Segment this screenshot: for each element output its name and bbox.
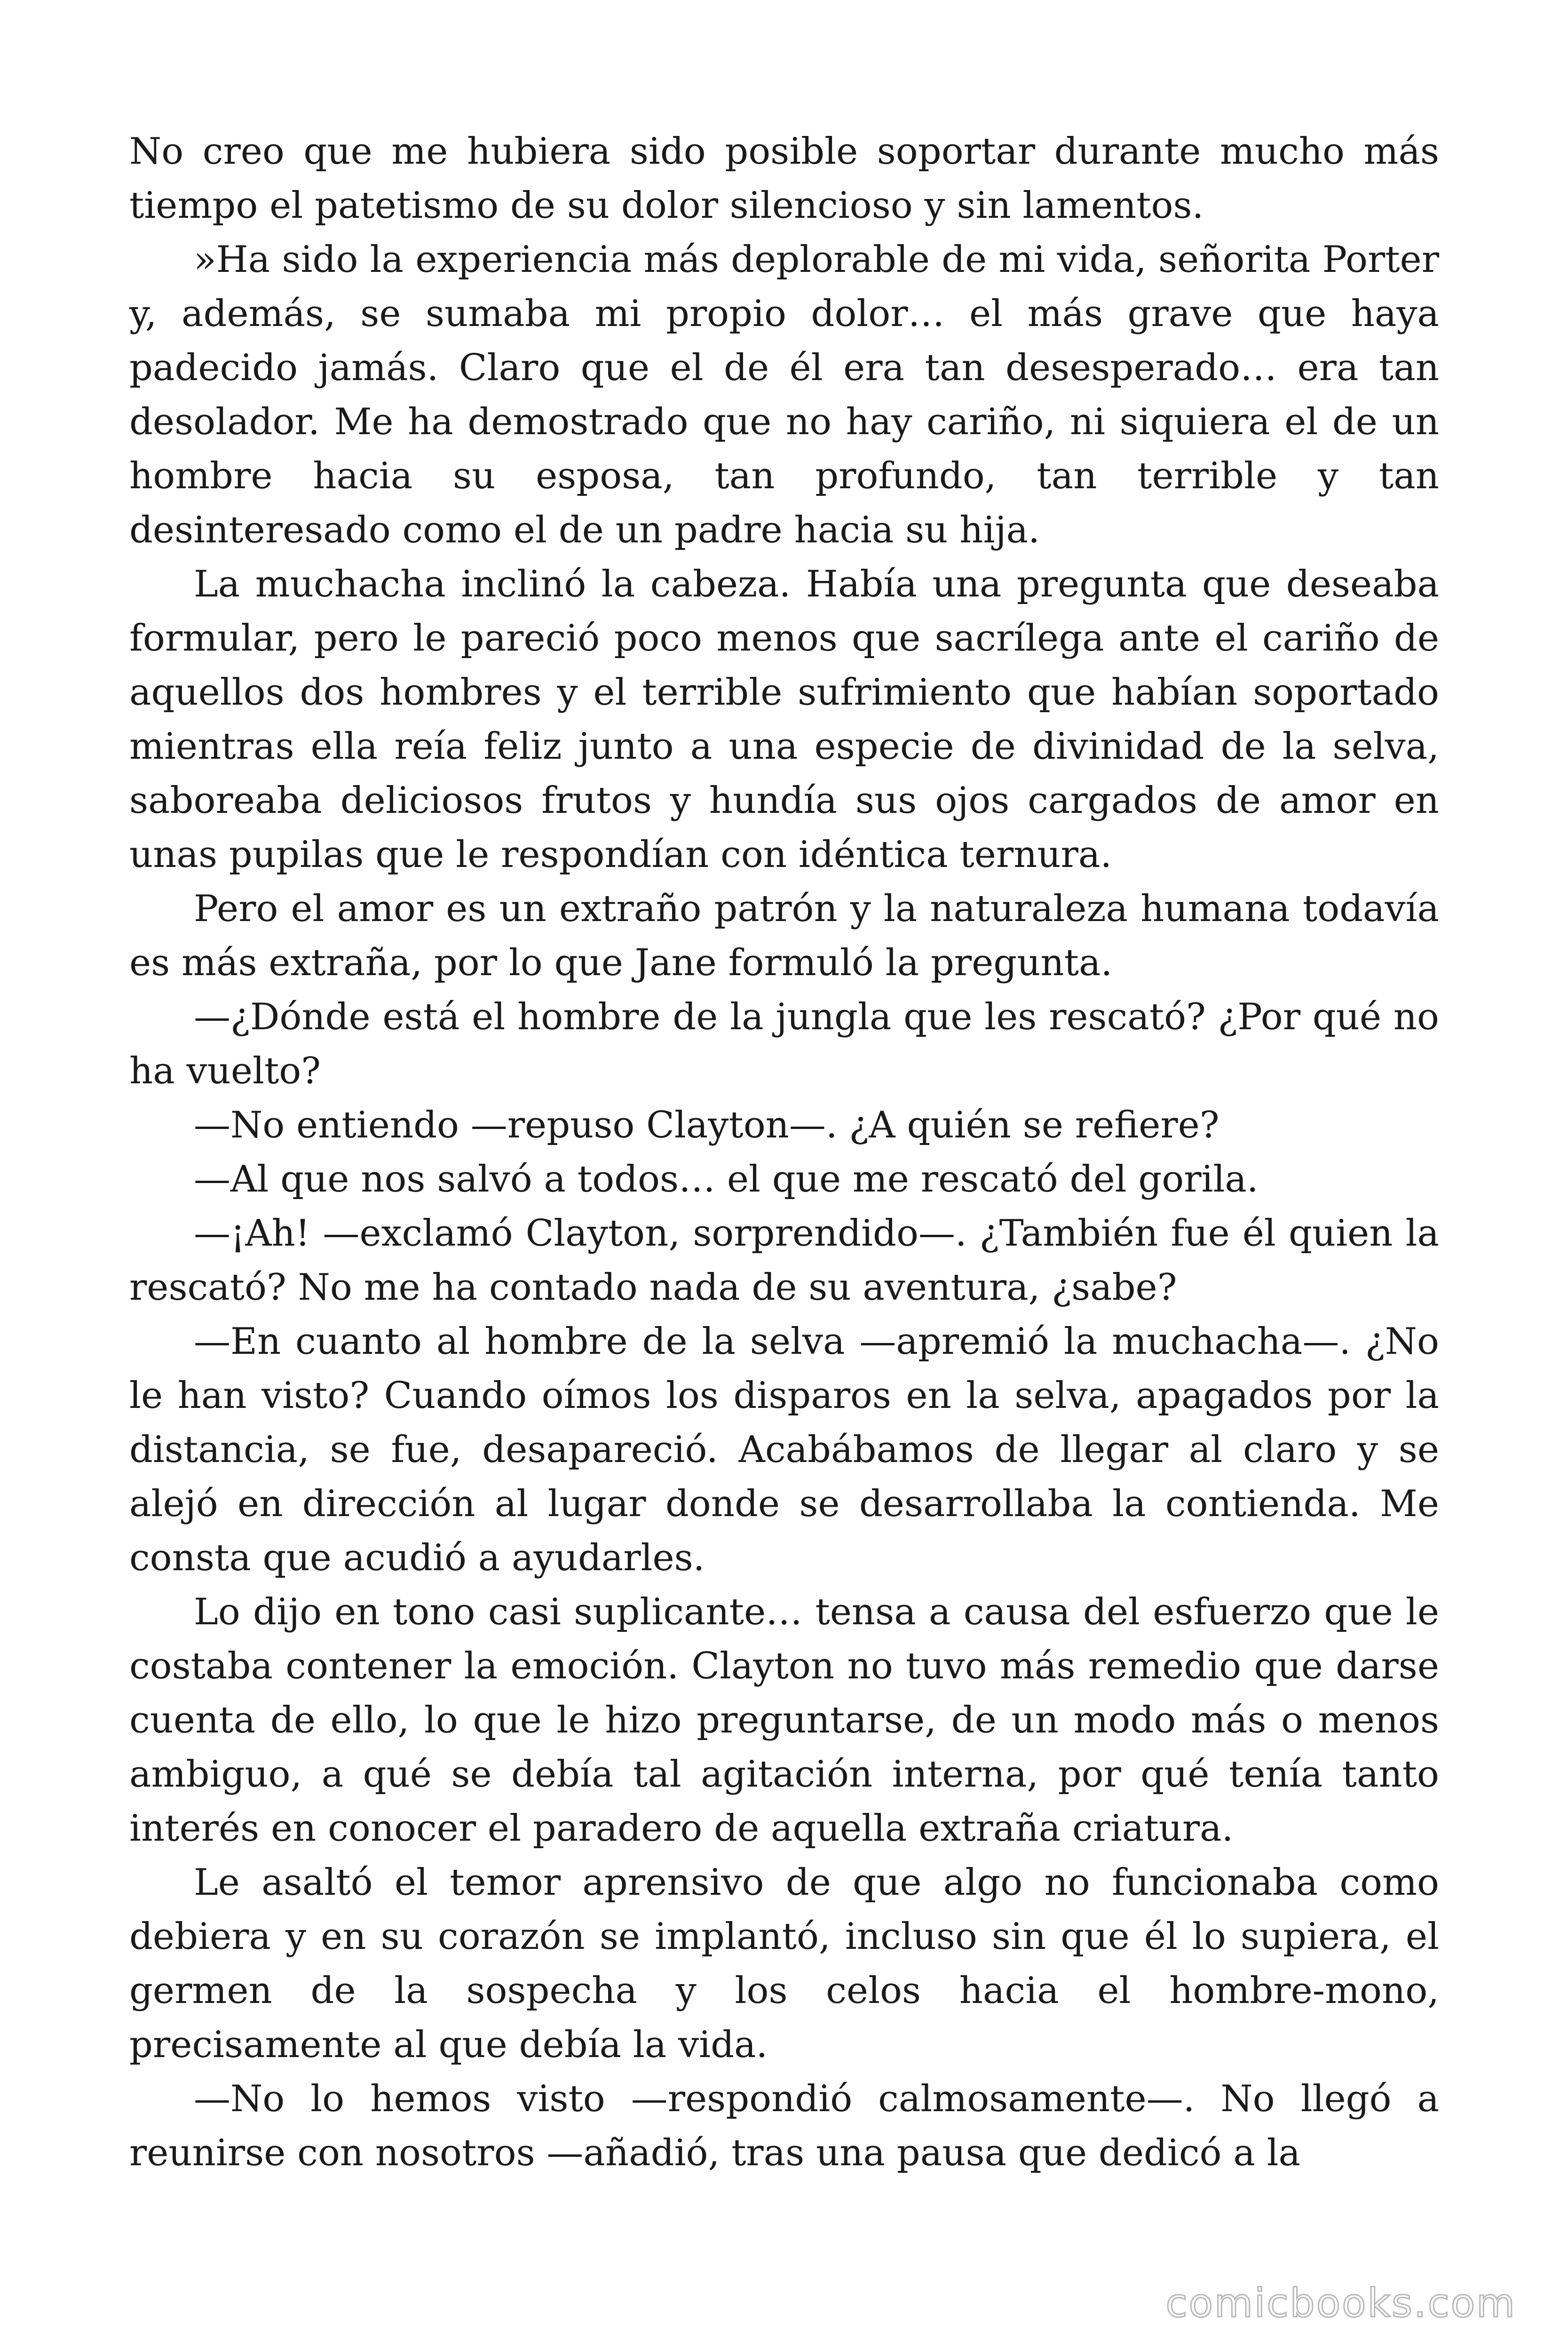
paragraph: —No lo hemos visto —respondió calmosamente—. No llegó a reunirse con nosotros —añadió, tras una pausa que dedicó a la <box>129 2078 1439 2174</box>
page-body <box>129 125 1439 2180</box>
paragraph: —En cuanto al hombre de la selva —apremió la muchacha—. ¿No le han visto? Cuando oímos los disparos en la selva, apagados por la distancia, se fue, desapareció. Acabábamos de llegar al claro y se alejó en dirección al lugar donde se desarrollaba la contienda. Me consta que acudió a ayudarles. <box>129 1320 1439 1579</box>
paragraph: No creo que me hubiera sido posible soportar durante mucho más tiempo el patetismo de su dolor silencioso y sin lamentos. <box>129 130 1439 227</box>
paragraph: —¡Ah! —exclamó Clayton, sorprendido—. ¿También fue él quien la rescató? No me ha contado nada de su aventura, ¿sabe? <box>129 1212 1439 1309</box>
paragraph: Lo dijo en tono casi suplicante… tensa a causa del esfuerzo que le costaba contener la emoción. Clayton no tuvo más remedio que darse cuenta de ello, lo que le hizo preguntarse, de un modo más o menos ambiguo, a qué se debía tal agitación interna, por qué tenía tanto interés en conocer el paradero de aquella extraña criatura. <box>129 1591 1439 1850</box>
paragraph: —¿Dónde está el hombre de la jungla que les rescató? ¿Por qué no ha vuelto? <box>129 996 1439 1092</box>
watermark-text: comicbooks.com <box>1165 2280 1516 2326</box>
paragraph: —No entiendo —repuso Clayton—. ¿A quién se refiere? <box>194 1104 1220 1146</box>
paragraph: —Al que nos salvó a todos… el que me rescató del gorila. <box>194 1158 1259 1200</box>
paragraph: Pero el amor es un extraño patrón y la naturaleza humana todavía es más extraña, por lo que Jane formuló la pregunta. <box>129 888 1439 984</box>
paragraph: »Ha sido la experiencia más deplorable de mi vida, señorita Porter y, además, se sumaba mi propio dolor… el más grave que haya padecido jamás. Claro que el de él era tan desesperado… era tan desolador. Me ha demostrado que no hay cariño, ni siquiera el de un hombre hacia su esposa, tan profundo, tan terrible y tan desinteresado como el de un padre hacia su hija. <box>129 238 1439 551</box>
paragraph: Le asaltó el temor aprensivo de que algo no funcionaba como debiera y en su corazón se implantó, incluso sin que él lo supiera, el germen de la sospecha y los celos hacia el hombre-mono, precisamente al que debía la vida. <box>129 1861 1439 2066</box>
paragraph: La muchacha inclinó la cabeza. Había una pregunta que deseaba formular, pero le pareció poco menos que sacrílega ante el cariño de aquellos dos hombres y el terrible sufrimiento que habían soportado mientras ella reía feliz junto a una especie de divinidad de la selva, saboreaba deliciosos frutos y hundía sus ojos cargados de amor en unas pupilas que le respondían con idéntica ternura. <box>129 563 1439 876</box>
